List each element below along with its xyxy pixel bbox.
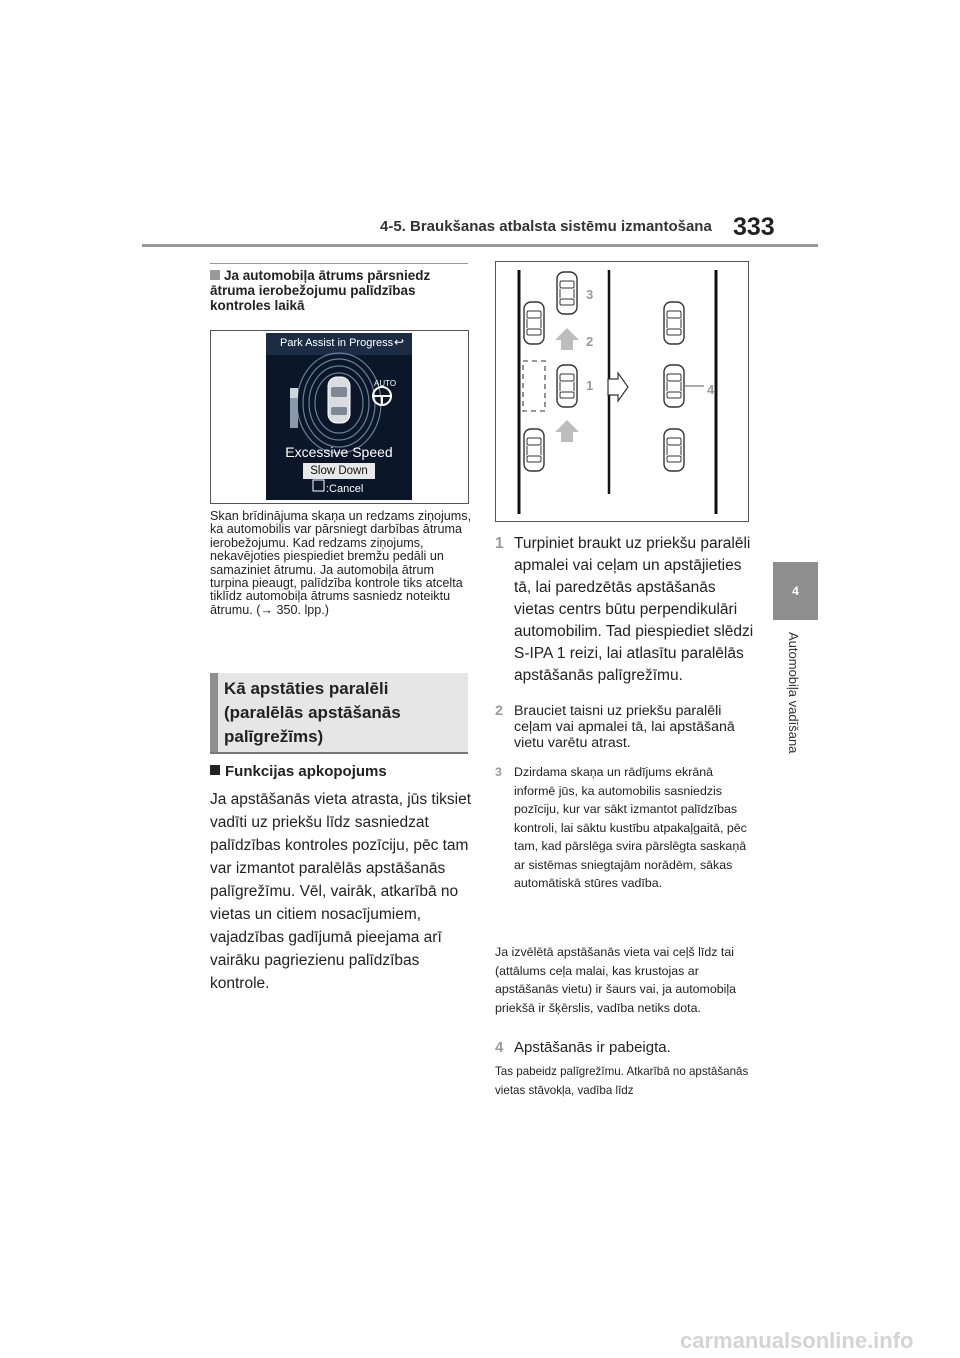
step-number: 3 bbox=[495, 765, 502, 779]
step-3 bbox=[495, 763, 757, 893]
function-heading bbox=[210, 763, 387, 780]
diagram-label-1: 1 bbox=[586, 378, 594, 393]
screen-title: Park Assist in Progress bbox=[280, 337, 394, 349]
parking-diagram bbox=[495, 261, 749, 522]
subheading bbox=[210, 268, 468, 313]
section-heading-bar bbox=[210, 673, 218, 753]
step-text: Turpiniet braukt uz priekšu paralēli apmalei vai ceļam un apstājieties tā, lai paredzētās apstāšanās vietas centrs būtu perpendikulāri automobilim. Tad piespiediet slēdzi S-IPA 1 reizi, lai atlasītu paralēlās apstāšanās palīgrežīmu. bbox=[514, 535, 754, 684]
function-body: Ja apstāšanās vieta atrasta, jūs tiksiet vadīti uz priekšu līdz sasniedzat palīdzības kontroles pozīciju, pēc tam var izmantot paralēlās apstāšanās palīgrežīmu. Vēl, vairāk, atkarībā no vietas un citiem nosacījumiem, vajadzības gadījumā pieejama arī vairāku pagriezienu palīdzības kontrole. bbox=[210, 791, 472, 992]
chapter-tab-number: 4 bbox=[792, 584, 799, 598]
parking-diagram-svg bbox=[496, 262, 750, 523]
step-1 bbox=[495, 533, 757, 687]
image-caption: Skan brīdinājuma skaņa un redzams ziņojums, ka automobilis var pārsniegt darbības ātruma ierobežojumu. Kad redzams ziņojums, nekavējoties piespiediet bremžu pedāli un samaziniet ātrumu. Ja automobiļa ātrum turpina pieaugt, palīdzība kontrole tiks atcelta tiklīdz automobiļa ātrums sasniedz noteiktu ātrumu. (→ 350. lpp.) bbox=[210, 509, 472, 617]
step-number: 1 bbox=[495, 535, 504, 552]
section-heading-rule bbox=[210, 752, 468, 754]
diagram-label-4: 4 bbox=[707, 382, 715, 397]
step-text: Dzirdama skaņa un rādījums ekrānā informē jūs, ka automobilis sasniedzis pozīciju, kur var sākt izmantot palīdzības kontroli, lai sāktu kustību atpakaļgaitā, pēc tam, kad pārslēga svira pārslēgta saskaņā ar sistēmas sniegtajām norādēm, sākas automātiskā stūres vadība. bbox=[514, 765, 747, 890]
cancel-text: :Cancel bbox=[326, 483, 364, 495]
subheading-text: Ja automobiļa ātrums pārsniedz ātruma ierobežojumu palīdzības kontroles laikā bbox=[210, 268, 431, 313]
step-number: 4 bbox=[495, 1039, 504, 1056]
step-number: 2 bbox=[495, 703, 503, 719]
black-square-icon bbox=[210, 765, 220, 775]
step-2 bbox=[495, 703, 757, 751]
slow-down-text: Slow Down bbox=[303, 463, 375, 479]
chapter-tab-title: Automobiļa vadīšana bbox=[786, 632, 801, 754]
excessive-speed-text: Excessive Speed bbox=[285, 444, 393, 460]
watermark: carmanualsonline.info bbox=[680, 1328, 914, 1353]
header-rule bbox=[142, 244, 818, 247]
step-4 bbox=[495, 1038, 757, 1058]
page-number: 333 bbox=[733, 213, 775, 241]
return-arrow-icon: ↩ bbox=[393, 335, 404, 349]
gray-square-icon bbox=[210, 270, 220, 280]
step-text: Apstāšanās ir pabeigta. bbox=[514, 1039, 671, 1056]
function-heading-text: Funkcijas apkopojums bbox=[225, 763, 387, 780]
park-assist-screen bbox=[266, 333, 412, 500]
section-heading: Kā apstāties paralēli (paralēlās apstāšanās palīgrežīms) bbox=[224, 679, 401, 746]
auto-label: AUTO bbox=[374, 379, 397, 388]
step-text: Brauciet taisni uz priekšu paralēli ceļam vai apmalei tā, lai apstāšanā vietu varētu atrast. bbox=[514, 703, 735, 751]
note-paragraph-2: Tas pabeidz palīgrežīmu. Atkarībā no apstāšanās vietas stāvokļa, vadība līdz bbox=[495, 1065, 749, 1097]
diagram-label-2: 2 bbox=[586, 334, 594, 349]
subheading-rule bbox=[210, 263, 468, 264]
note-paragraph: Ja izvēlētā apstāšanās vieta vai ceļš līdz tai (attālums ceļa malai, kas krustojas ar apstāšanās vietu) ir šaurs vai, ja automobiļa priekšā ir šķērslis, vadība netiks dota. bbox=[495, 945, 737, 1015]
section-title: 4-5. Braukšanas atbalsta sistēmu izmantošana bbox=[380, 218, 712, 235]
diagram-label-3: 3 bbox=[586, 287, 594, 302]
